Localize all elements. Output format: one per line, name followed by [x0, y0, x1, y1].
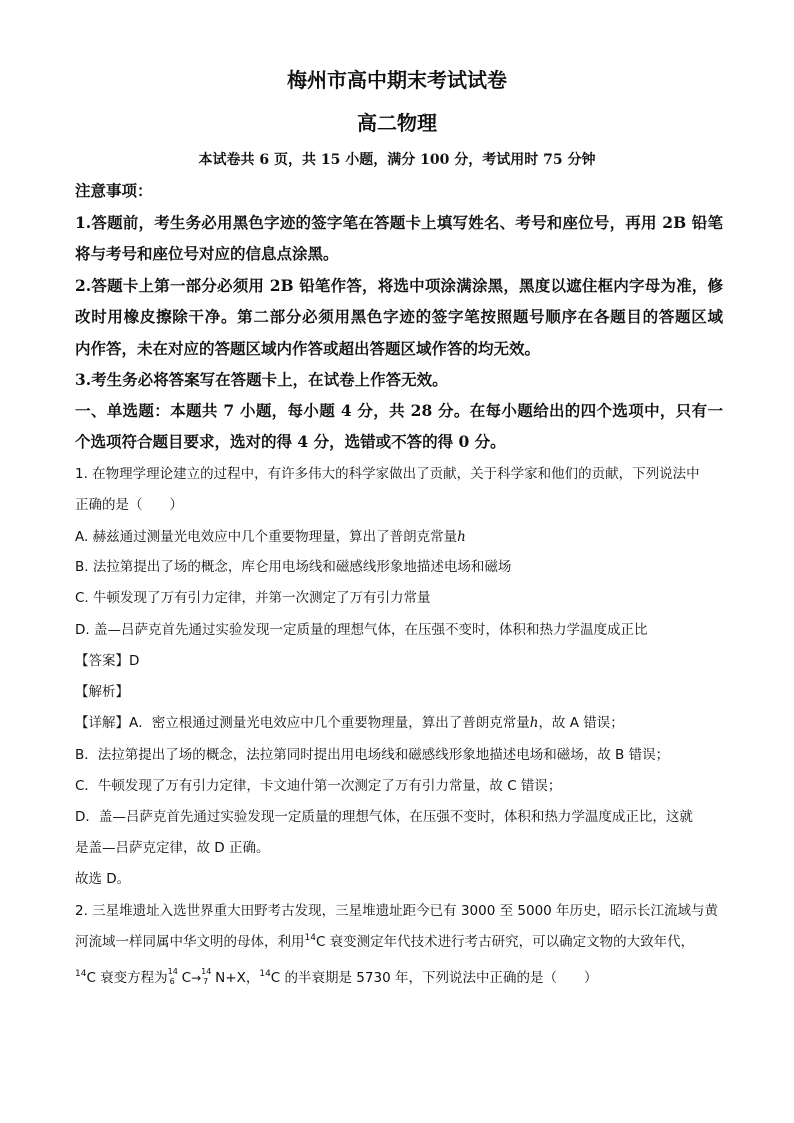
q1-detail-d-line-2: 是盖—吕萨克定律，故 D 正确。: [75, 840, 270, 856]
q1-detail-d-line-1: D．盖—吕萨克首先通过实验发现一定质量的理想气体，在压强不变时，体积和热力学温度成正比，这就: [75, 809, 693, 825]
section-1-line-1: 一、单选题：本题共 7 小题，每小题 4 分，共 28 分。在每小题给出的四个选项中，只有一: [75, 401, 723, 420]
q1-option-c: C. 牛顿发现了万有引力定律，并第一次测定了万有引力常量: [75, 590, 431, 606]
exam-info: 本试卷共 6 页，共 15 小题，满分 100 分，考试用时 75 分钟: [198, 152, 596, 168]
q1-option-a-var: h: [457, 529, 466, 545]
q1-stem-line-2: 正确的是（ ）: [75, 497, 183, 513]
q1-detail-a: [75, 713, 624, 733]
q2-isotope-mass: 14: [304, 933, 316, 943]
note-3: 3.考生务必将答案写在答题卡上，在试卷上作答无效。: [75, 370, 448, 389]
q2-line-3-a: C 衰变方程为: [86, 970, 168, 986]
q2-eq-n-z: 7: [203, 977, 209, 986]
q2-line-3-c: C 的半衰期是 5730 年，下列说法中正确的是（ ）: [270, 970, 598, 986]
exam-subtitle: 高二物理: [357, 111, 437, 135]
q2-eq-n-mass: 14: [201, 967, 212, 976]
q1-detail-b: B．法拉第提出了场的概念，法拉第同时提出用电场线和磁感线形象地描述电场和磁场，故 B 错误；: [75, 747, 670, 763]
q1-stem-line-1: 1. 在物理学理论建立的过程中，有许多伟大的科学家做出了贡献，关于科学家和他们的贡献，下列说法中: [75, 466, 700, 482]
q2-line-2-post: C 衰变测定年代技术进行考古研究，可以确定文物的大致年代，: [315, 934, 695, 950]
q2-eq-c-mass: 14: [167, 967, 178, 976]
notes-heading: 注意事项：: [75, 181, 153, 200]
q2-eq-n: N+X: [215, 970, 246, 986]
exam-title: 梅州市高中期末考试试卷: [287, 68, 507, 92]
q1-detail-a-var: h: [529, 715, 539, 731]
q2-line-3-b: ，: [245, 970, 260, 986]
q1-option-a: [75, 527, 466, 547]
q2-eq-nitrogen-nuclide: [201, 966, 215, 984]
q2-eq-arrow: →: [191, 971, 202, 985]
note-2-line-2: 改时用橡皮擦除干净。第二部分必须用黑色字迹的签字笔按照题号顺序在各题目的答题区域: [75, 307, 723, 326]
q2-line-3: [75, 966, 597, 988]
q1-analysis-label: 【解析】: [75, 684, 129, 700]
q2-line-3-iso-mass: 14: [75, 969, 87, 979]
q1-detail-a-pre: 【详解】A．密立根通过测量光电效应中几个重要物理量，算出了普朗克常量: [75, 715, 530, 731]
section-1-line-2: 个选项符合题目要求，选对的得 4 分，选错或不答的得 0 分。: [75, 432, 506, 451]
q2-line-3-iso-mass-2: 14: [259, 969, 271, 979]
q1-option-d: D. 盖—吕萨克首先通过实验发现一定质量的理想气体，在压强不变时，体积和热力学温度成正比: [75, 622, 648, 638]
q1-conclusion: 故选 D。: [75, 871, 131, 887]
q2-line-2: [75, 932, 694, 952]
note-1-line-1: 1.答题前，考生务必用黑色字迹的签字笔在答题卡上填写姓名、考号和座位号，再用 2B 铅笔: [75, 213, 723, 232]
q1-option-a-text: A. 赫兹通过测量光电效应中几个重要物理量，算出了普朗克常量: [75, 529, 458, 545]
q1-detail-a-post: ，故 A 错误；: [538, 715, 624, 731]
q1-option-b: B. 法拉第提出了场的概念，库仑用电场线和磁感线形象地描述电场和磁场: [75, 559, 512, 575]
q2-eq-carbon-nuclide: [168, 966, 182, 984]
q2-eq-c-z: 6: [169, 977, 175, 986]
q1-answer: 【答案】D: [75, 653, 140, 669]
q2-line-2-pre: 河流域一样同属中华文明的母体，利用: [75, 934, 305, 950]
note-2-line-1: 2.答题卡上第一部分必须用 2B 铅笔作答，将选中项涂满涂黑，黑度以遮住框内字母为准，修: [75, 276, 723, 295]
note-1-line-2: 将与考号和座位号对应的信息点涂黑。: [75, 244, 339, 263]
q2-line-1: 2. 三星堆遗址入选世界重大田野考古发现，三星堆遗址距今已有 3000 至 5000 年历史，昭示长江流域与黄: [75, 903, 719, 919]
note-2-line-3: 内作答，未在对应的答题区域内作答或超出答题区域作答的均无效。: [75, 339, 541, 358]
q1-detail-c: C．牛顿发现了万有引力定律，卡文迪什第一次测定了万有引力常量，故 C 错误；: [75, 778, 562, 794]
q2-eq-c: C: [181, 970, 192, 986]
